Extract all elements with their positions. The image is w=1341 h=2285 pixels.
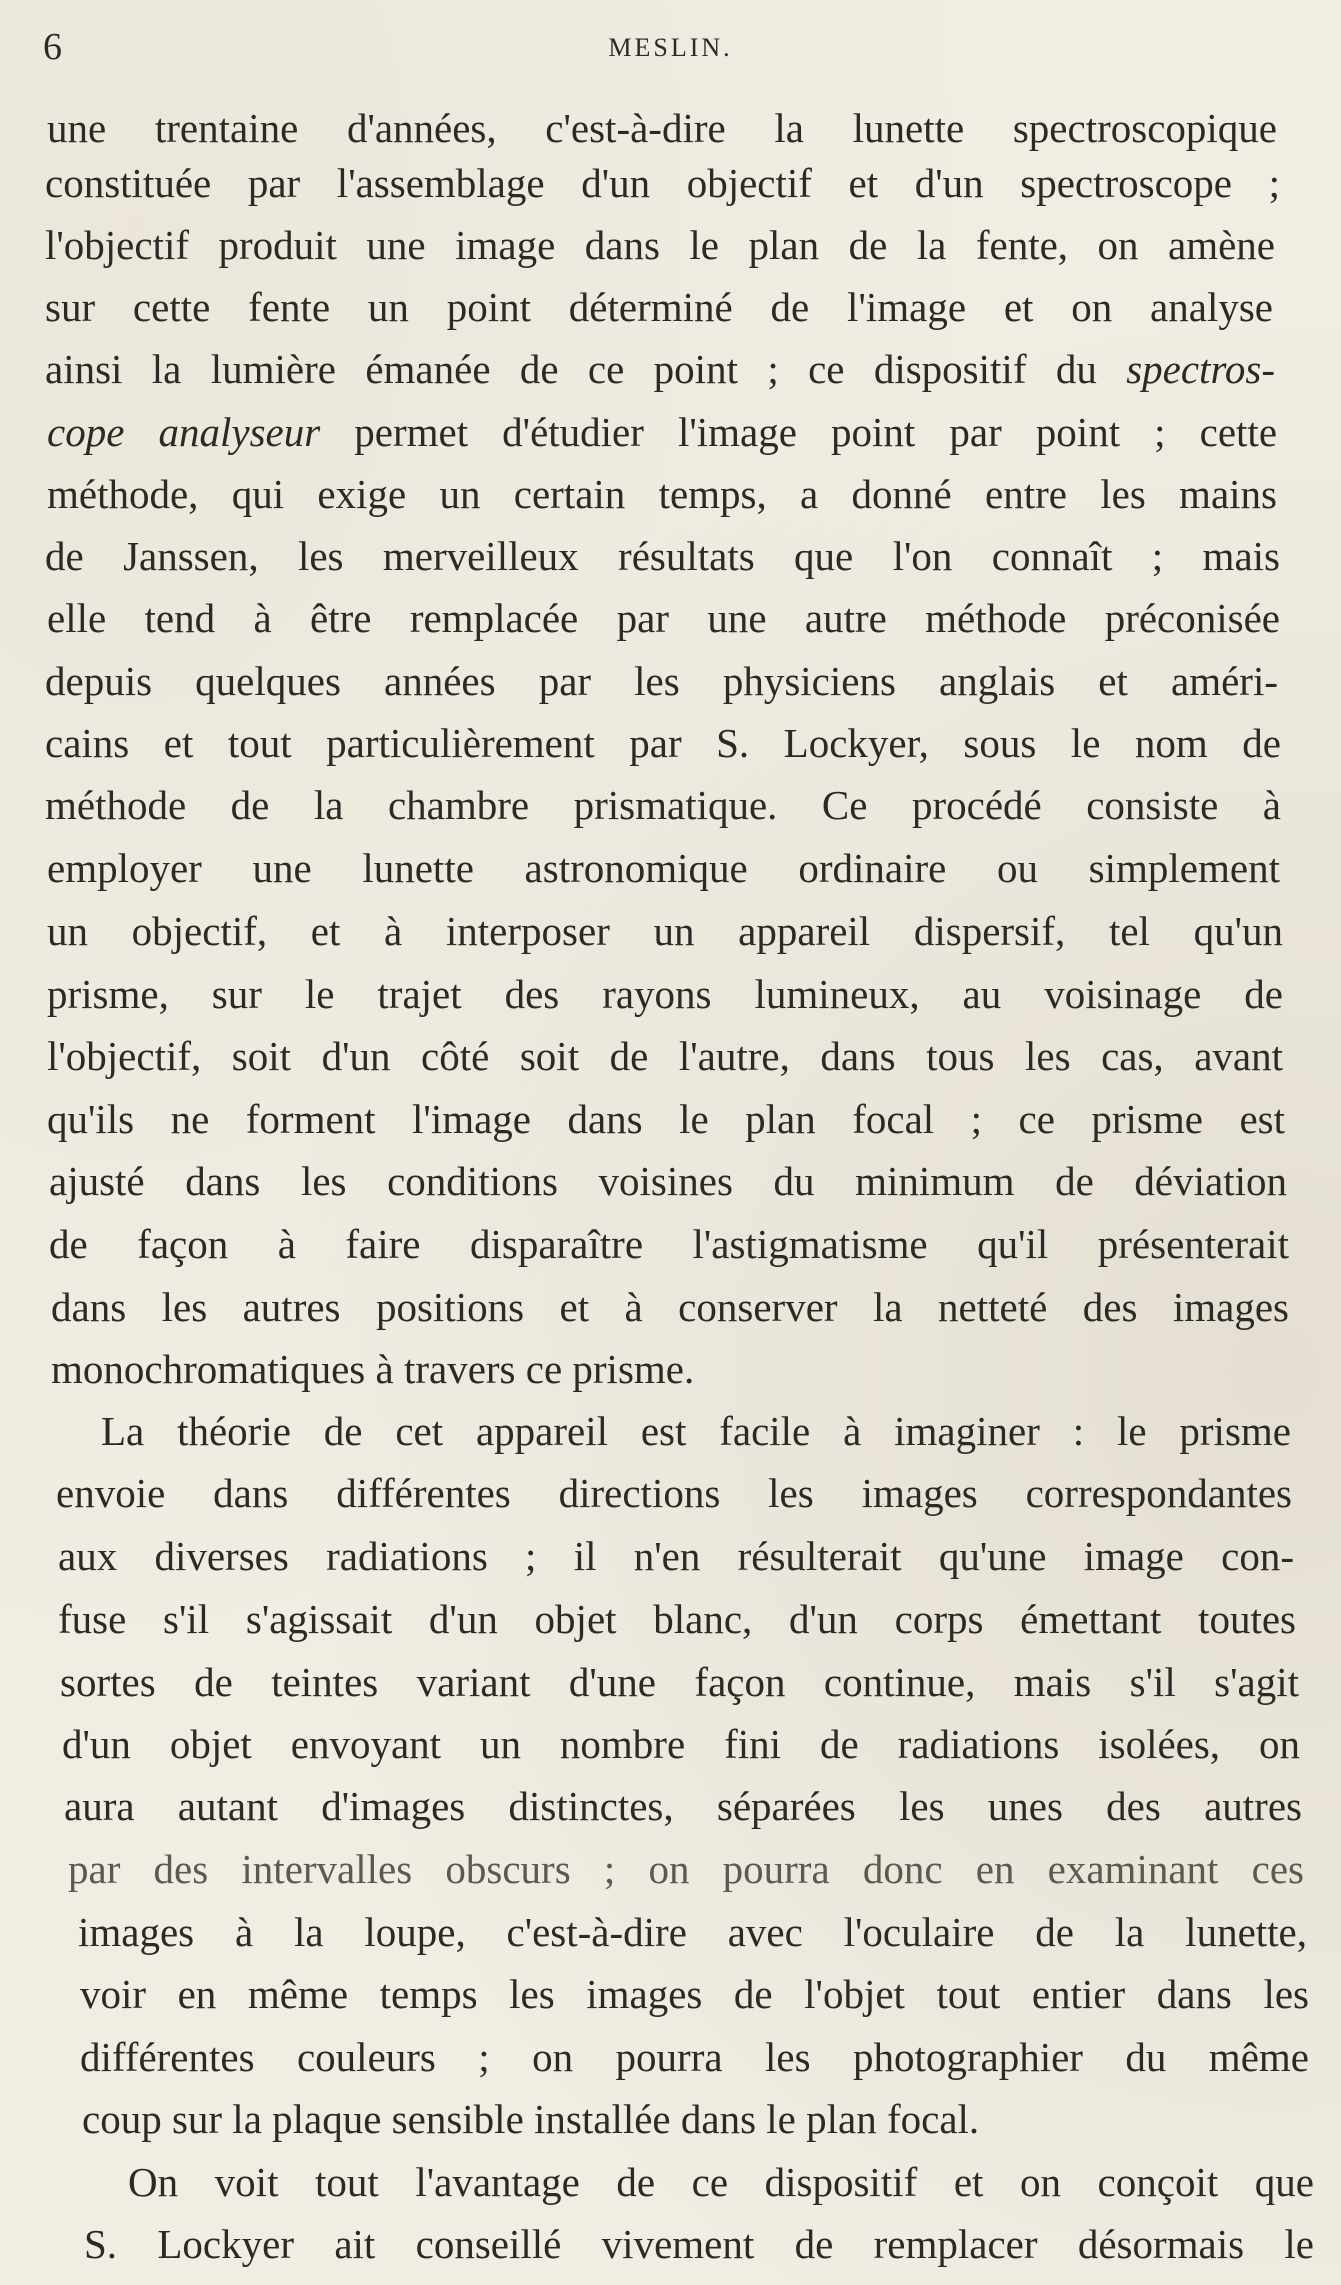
text-line: de façon à faire disparaître l'astigmatisme qu'il présenterait	[49, 1221, 1289, 1267]
text-line: prisme, sur le trajet des rayons lumineux, au voisinage de	[47, 971, 1283, 1017]
text-line: employer une lunette astronomique ordinaire ou simplement	[47, 845, 1280, 891]
text-line: voir en même temps les images de l'objet tout entier dans les	[80, 1971, 1309, 2017]
text-line-paragraph-start: On voit tout l'avantage de ce dispositif et on conçoit que	[128, 2159, 1314, 2205]
text-line: cains et tout particulièrement par S. Lockyer, sous le nom de	[45, 720, 1281, 766]
running-head: MESLIN.	[608, 33, 733, 62]
text-line: méthode, qui exige un certain temps, a donné entre les mains	[47, 471, 1277, 517]
text-line: l'objectif, soit d'un côté soit de l'autre, dans tous les cas, avant	[47, 1033, 1283, 1079]
italic-term: spectros-	[1126, 346, 1275, 392]
page-number: 6	[43, 26, 62, 68]
text-line-faded: par des intervalles obscurs ; on pourra donc en examinant ces	[68, 1846, 1304, 1892]
text-line: d'un objet envoyant un nombre fini de radiations isolées, on	[62, 1721, 1300, 1767]
text-line-with-italic	[45, 343, 1275, 395]
text-line-with-italic	[47, 406, 1277, 458]
text-line-paragraph-end: coup sur la plaque sensible installée dans le plan focal.	[82, 2096, 980, 2142]
line-text: ainsi la lumière émanée de ce point ; ce dispositif du spectros-	[45, 346, 1275, 392]
text-line: une trentaine d'années, c'est-à-dire la lunette spectroscopique	[47, 105, 1277, 151]
text-line: qu'ils ne forment l'image dans le plan focal ; ce prisme est	[47, 1096, 1285, 1142]
line-text: cope analyseur permet d'étudier l'image point par point ; cette	[47, 409, 1278, 455]
text-line-paragraph-end: monochromatiques à travers ce prisme.	[51, 1346, 695, 1392]
text-line-paragraph-start: La théorie de cet appareil est facile à imaginer : le prisme	[101, 1408, 1291, 1454]
text-line: différentes couleurs ; on pourra les photographier du même	[80, 2034, 1309, 2080]
text-line: de Janssen, les merveilleux résultats que l'on connaît ; mais	[45, 533, 1280, 579]
text-line: méthode de la chambre prismatique. Ce procédé consiste à	[45, 782, 1281, 828]
italic-term: cope analyseur	[47, 409, 321, 455]
text-line: aux diverses radiations ; il n'en résulterait qu'une image con-	[58, 1533, 1294, 1579]
text-line: aura autant d'images distinctes, séparées les unes des autres	[64, 1783, 1302, 1829]
page-header	[0, 22, 1341, 72]
text-line: depuis quelques années par les physiciens anglais et améri-	[45, 658, 1278, 704]
text-line: sortes de teintes variant d'une façon continue, mais s'il s'agit	[60, 1659, 1299, 1705]
text-line: un objectif, et à interposer un appareil dispersif, tel qu'un	[47, 908, 1283, 954]
text-line: ajusté dans les conditions voisines du minimum de déviation	[49, 1158, 1287, 1204]
text-line: images à la loupe, c'est-à-dire avec l'oculaire de la lunette,	[78, 1909, 1307, 1955]
text-line: fuse s'il s'agissait d'un objet blanc, d'un corps émettant toutes	[58, 1596, 1296, 1642]
text-line: constituée par l'assemblage d'un objectif et d'un spectroscope ;	[45, 160, 1280, 206]
text-line: S. Lockyer ait conseillé vivement de remplacer désormais le	[84, 2221, 1314, 2267]
text-line: dans les autres positions et à conserver la netteté des images	[51, 1284, 1289, 1330]
text-line: l'objectif produit une image dans le plan de la fente, on amène	[45, 222, 1275, 268]
text-line: envoie dans différentes directions les images correspondantes	[56, 1470, 1292, 1516]
text-line: sur cette fente un point déterminé de l'image et on analyse	[45, 284, 1273, 330]
text-line: elle tend à être remplacée par une autre méthode préconisée	[47, 595, 1280, 641]
